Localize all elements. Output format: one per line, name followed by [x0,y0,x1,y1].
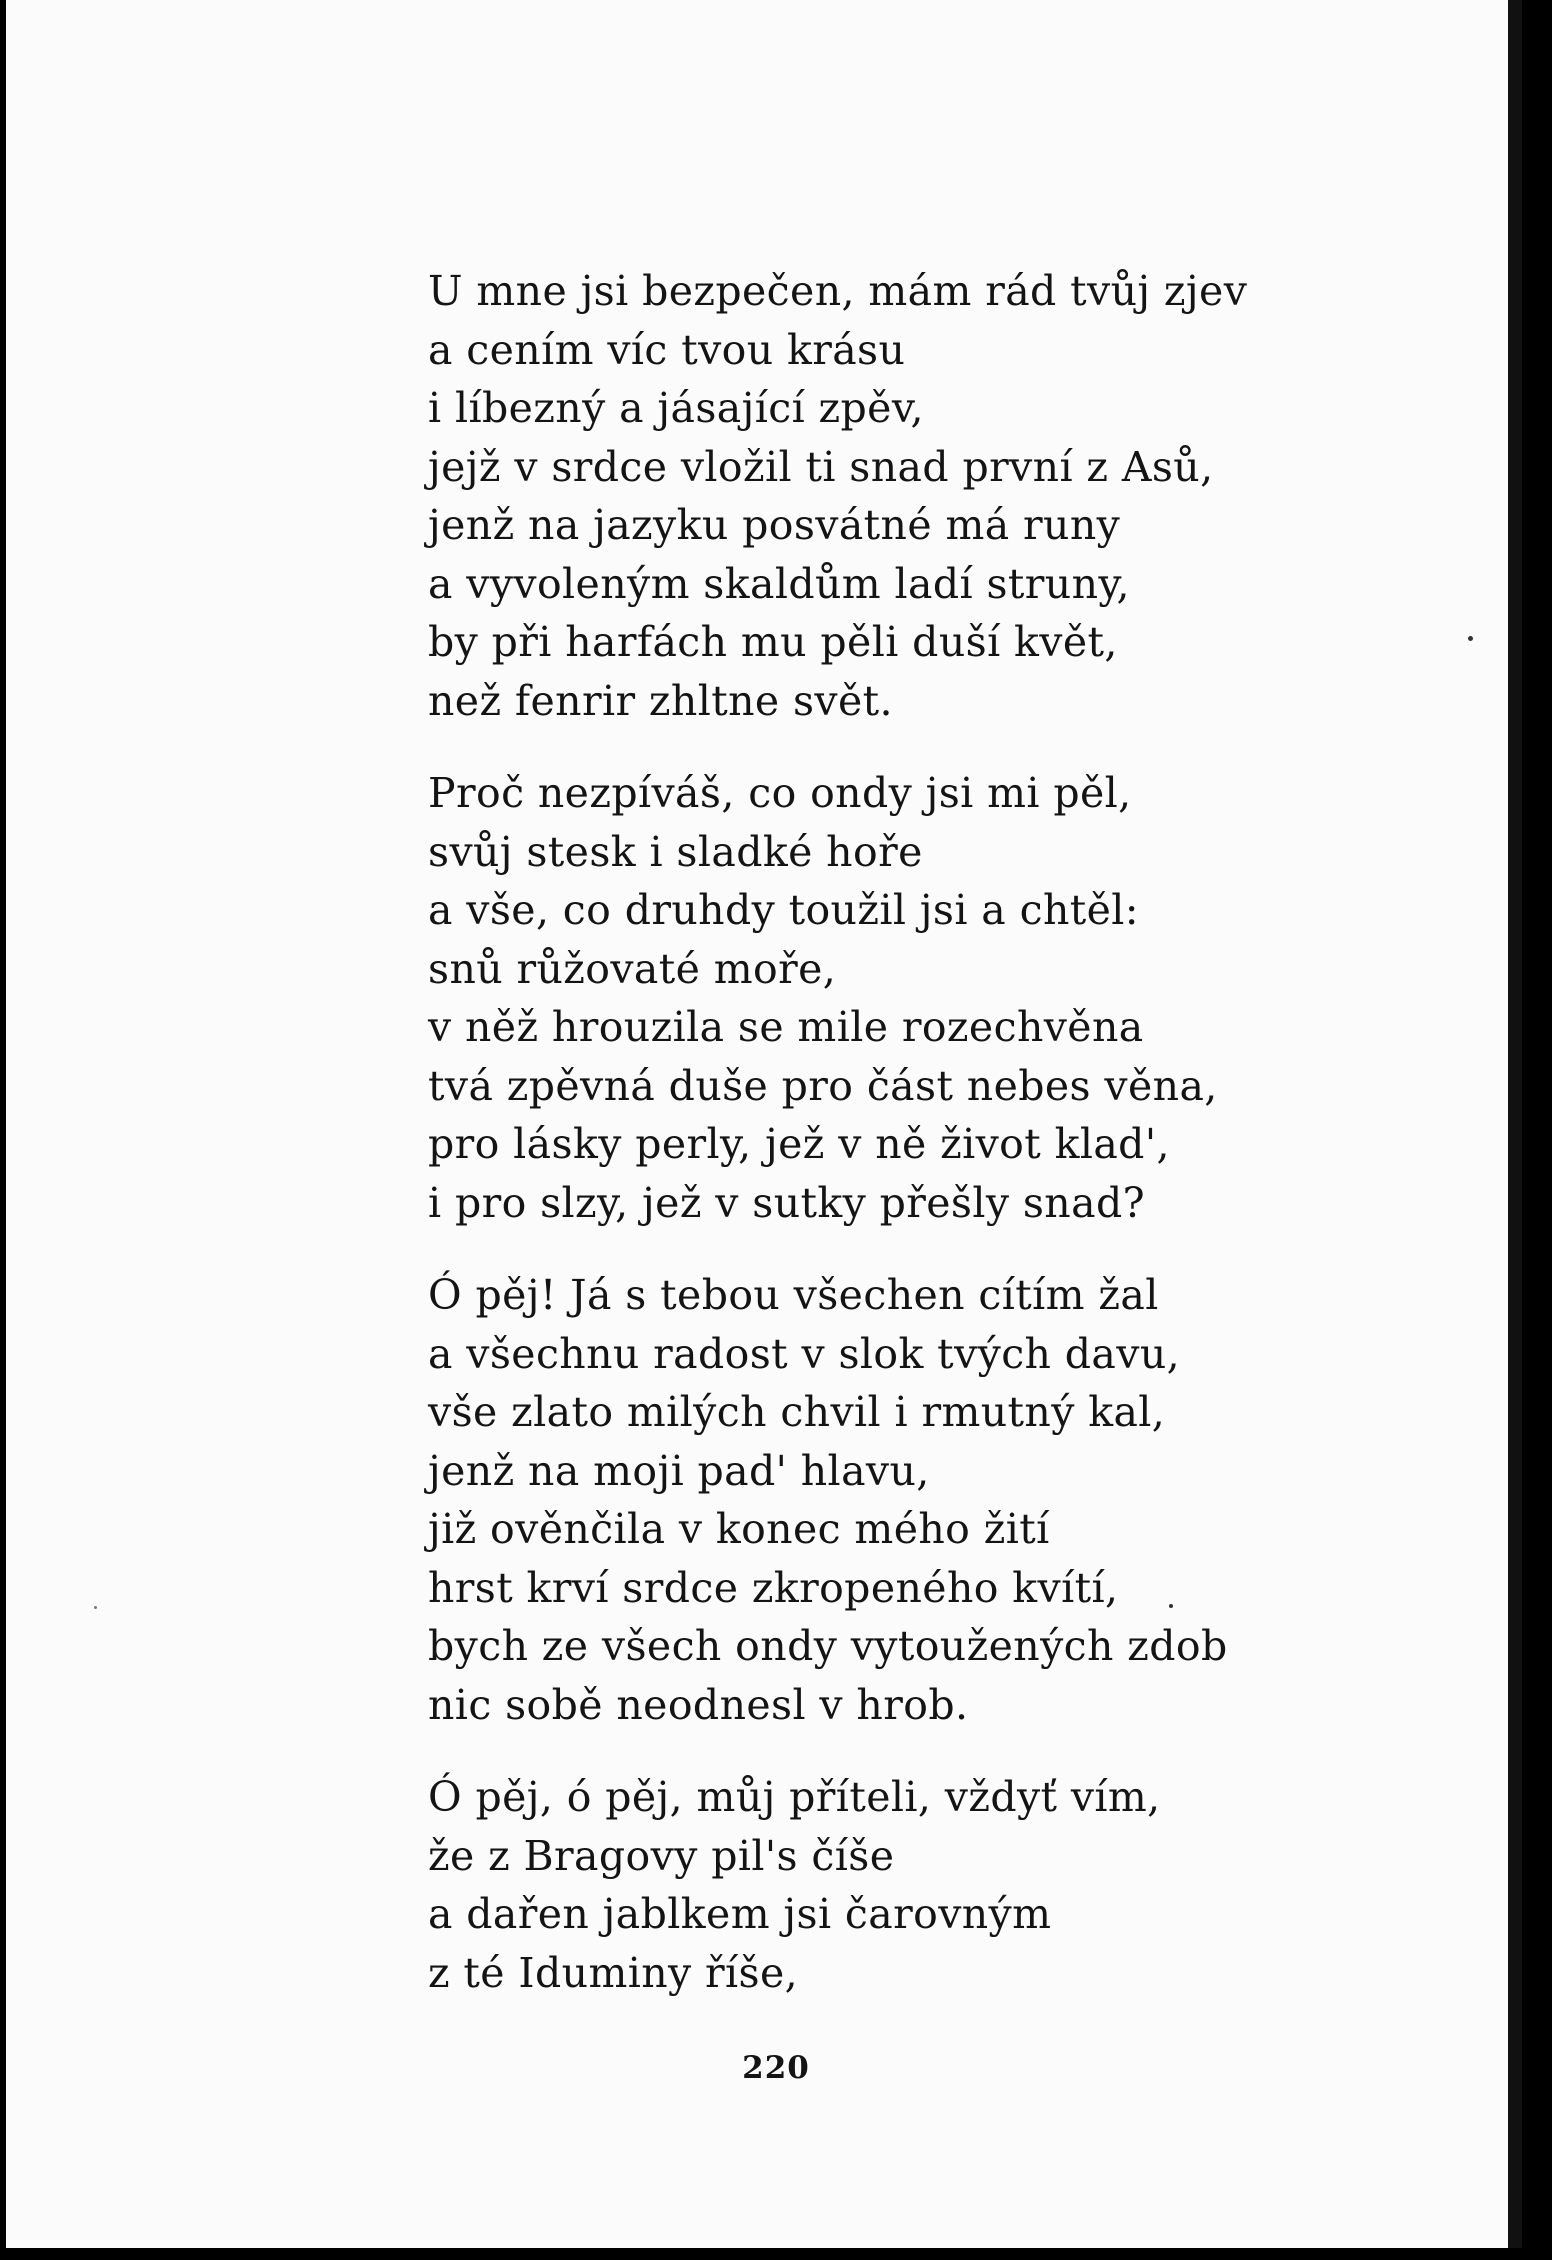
poem-line: svůj stesk i sladké hoře [428,827,923,876]
poem-line: již ověnčila v konec mého žití [428,1505,1050,1553]
poem-line: v něž hrouzila se mile rozechvěna [428,1003,1144,1051]
poem-line: jenž na moji pad' hlavu, [428,1446,930,1495]
poem-line: by při harfách mu pěli duší květ, [428,618,1118,666]
poem-line: nic sobě neodnesl v hrob. [428,1680,969,1729]
poem-line: U mne jsi bezpečen, mám rád tvůj zjev [428,267,1248,315]
poem-line: i líbezný a jásající zpěv, [428,384,924,432]
poem-line: Ó pěj! Já s tebou všechen cítím žal [428,1271,1159,1319]
stanza [428,262,1328,730]
poem-line: z té Iduminy říše, [428,1948,799,1997]
poem-line: pro lásky perly, jež v ně život klad', [428,1120,1170,1168]
poem-line: snů růžovaté moře, [428,944,837,993]
stanza [428,764,1328,1232]
poem-line: že z Bragovy pil's číše [428,1831,895,1880]
poem-line: vše zlato milých chvil i rmutný kal, [428,1388,1166,1436]
poem-line: hrst krví srdce zkropeného kvítí, [428,1563,1119,1612]
poem-line: než fenrir zhltne svět. [428,676,893,725]
stanza [428,1768,1328,2002]
poem-line: i pro slzy, jež v sutky přešly snad? [428,1178,1145,1227]
poem-line: a dařen jablkem jsi čarovným [428,1890,1052,1938]
poem-line: bych ze všech ondy vytoužených zdob [428,1622,1228,1670]
poem-line: a vyvoleným skaldům ladí struny, [428,559,1130,608]
poem-line: tvá zpěvná duše pro část nebes věna, [428,1061,1218,1110]
poem-line: jejž v srdce vložil ti snad první z Asů, [428,442,1214,491]
poem-line: Proč nezpíváš, co ondy jsi mi pěl, [428,769,1132,817]
page-number: 220 [742,2050,810,2086]
poem-line: a cením víc tvou krásu [428,325,906,374]
poem-line: a všechnu radost v slok tvých davu, [428,1329,1181,1378]
ink-speck [94,1606,97,1609]
poem-line: jenž na jazyku posvátné má runy [428,501,1121,549]
stanza [428,1266,1328,1734]
scan-border [1522,0,1552,2260]
poem-line: a vše, co druhdy toužil jsi a chtěl: [428,886,1140,934]
ink-speck [1468,636,1473,641]
poem-body [428,262,1328,2036]
poem-line: Ó pěj, ó pěj, můj příteli, vždyť vím, [428,1773,1161,1821]
